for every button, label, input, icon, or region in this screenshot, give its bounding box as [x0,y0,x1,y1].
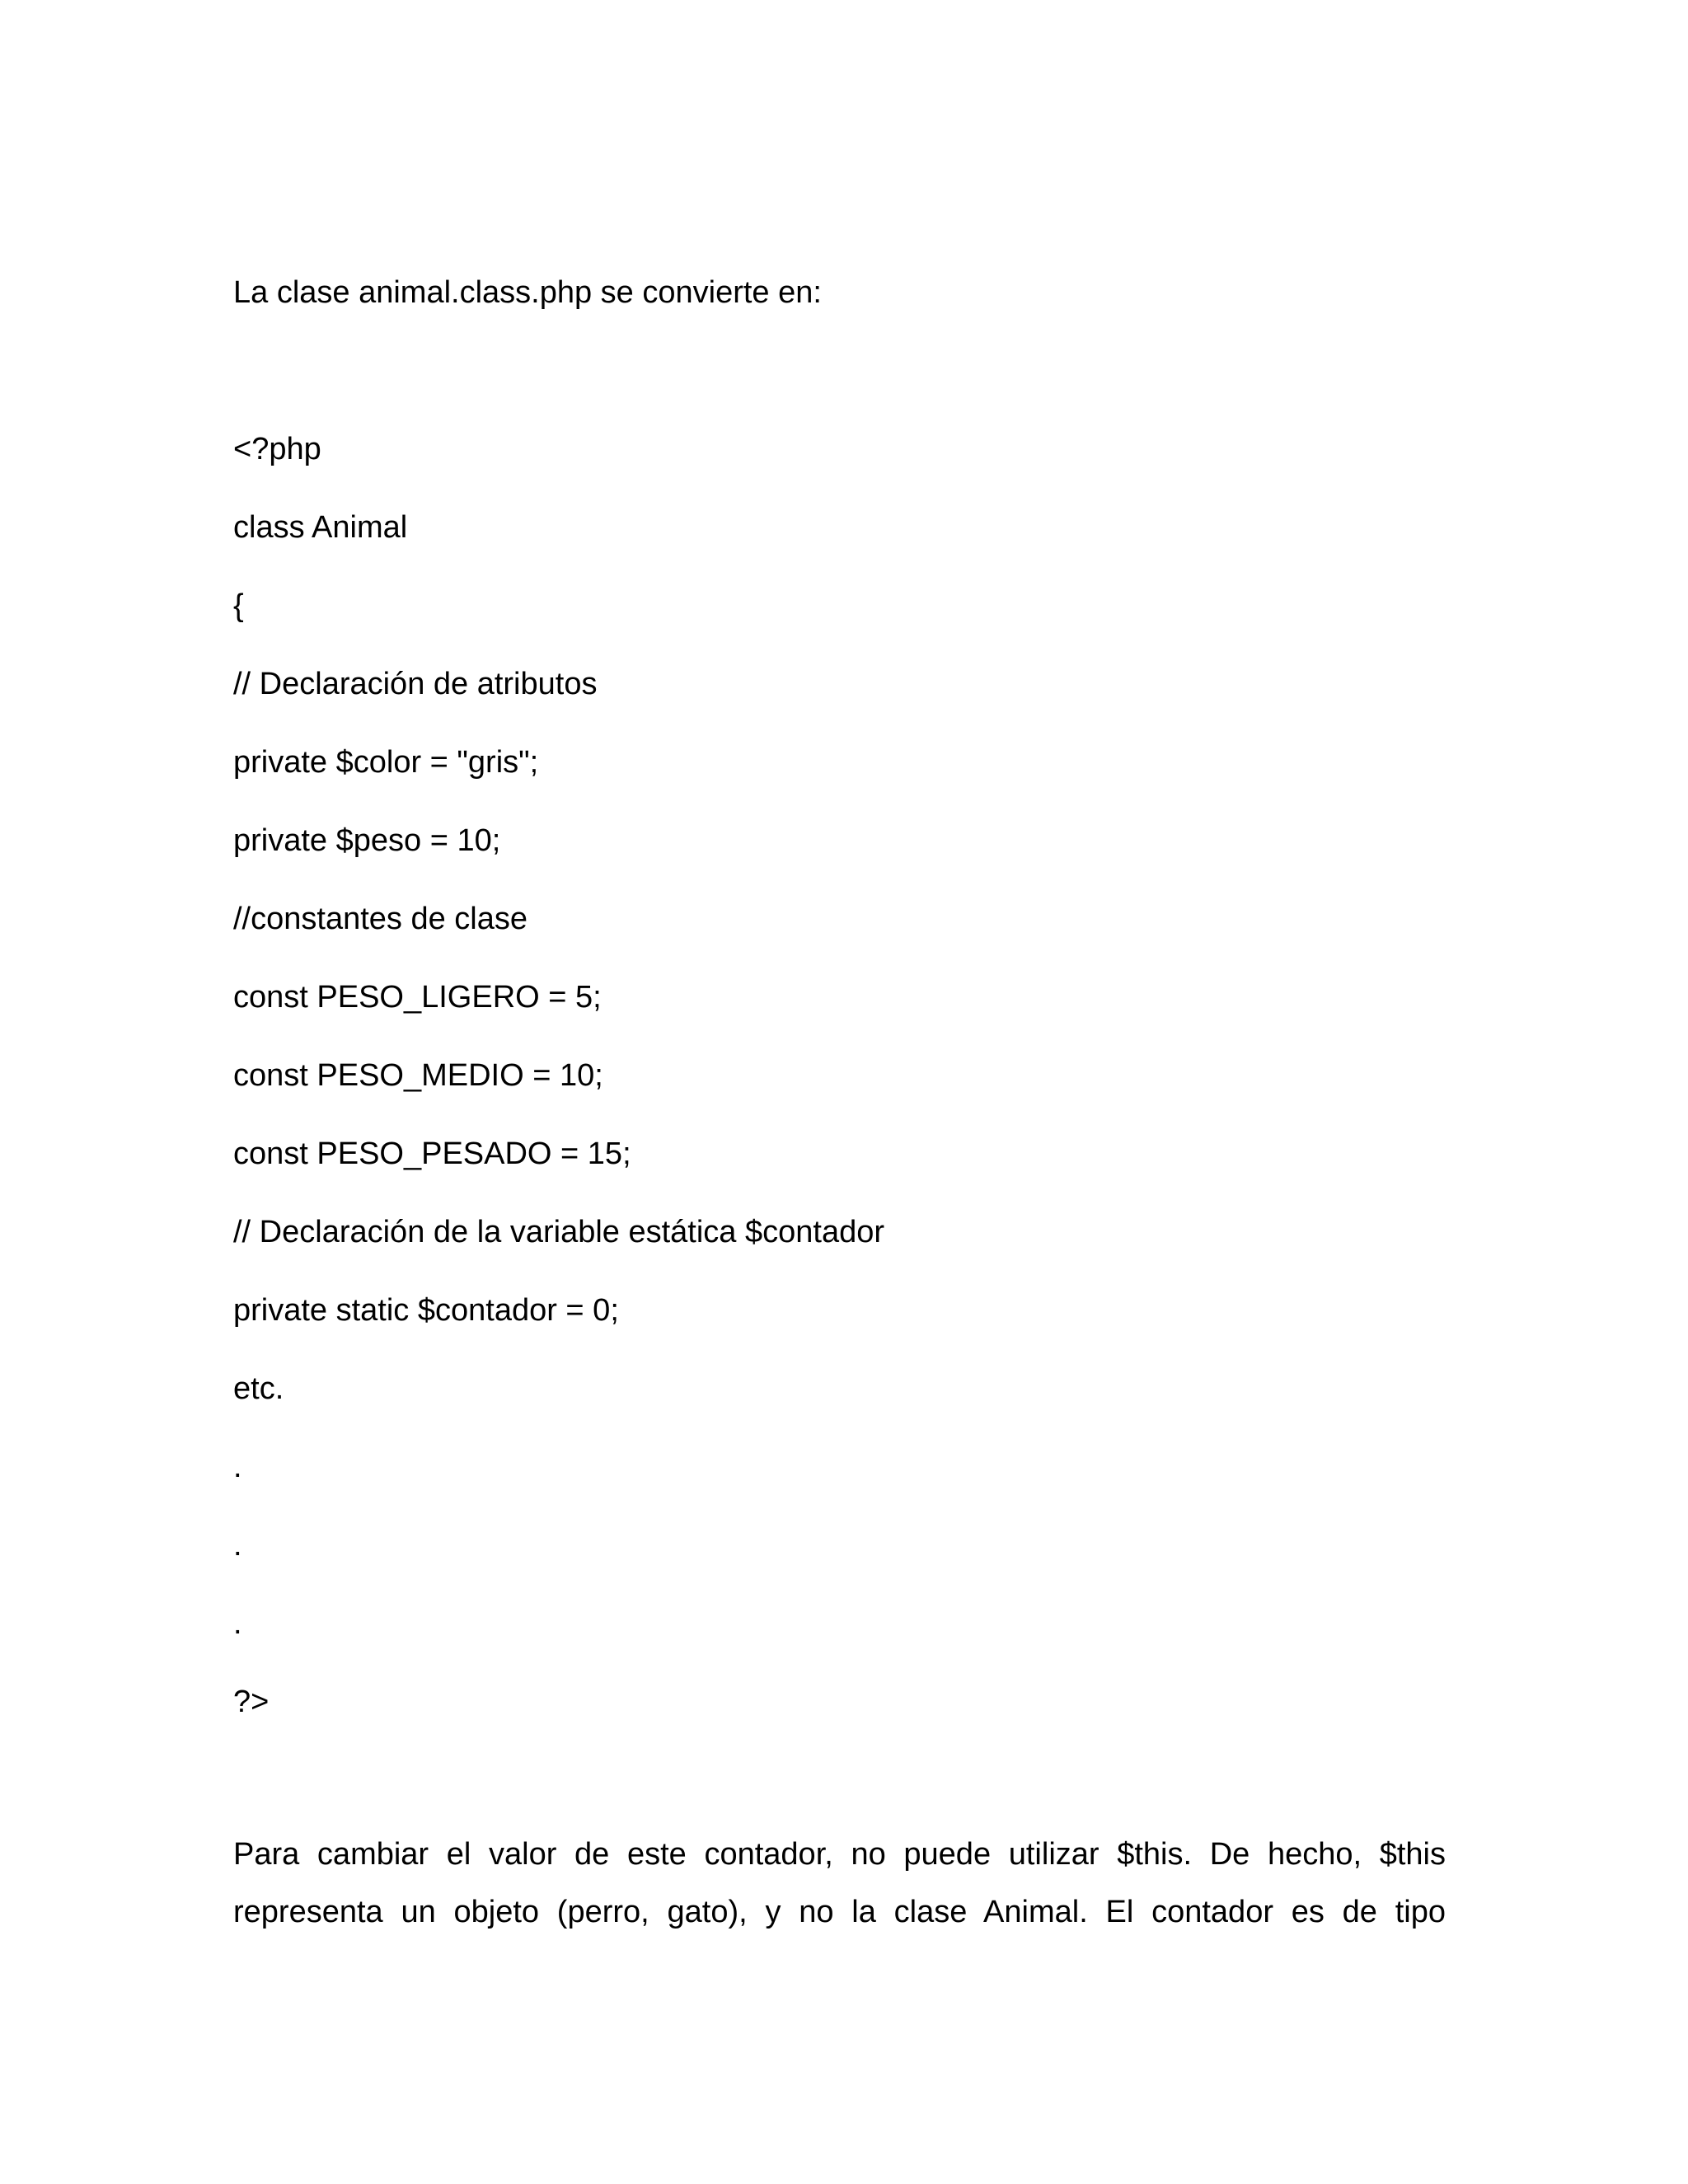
code-line: // Declaración de la variable estática $contador [233,1215,885,1249]
code-line: { [233,588,244,623]
code-line: const PESO_LIGERO = 5; [233,980,602,1015]
code-line: . [233,1450,242,1484]
paragraph-line: Para cambiar el valor de este contador, no puede utilizar $this. De hecho, $this [233,1837,1446,1872]
code-line: const PESO_PESADO = 15; [233,1137,631,1171]
code-line: class Animal [233,510,408,545]
code-line: //constantes de clase [233,902,528,936]
code-line: <?php [233,432,321,466]
intro-text: La clase animal.class.php se convierte en: [233,275,822,310]
code-line: . [233,1528,242,1563]
code-line: . [233,1606,242,1641]
code-line: // Declaración de atributos [233,667,598,701]
code-line: private static $contador = 0; [233,1293,619,1328]
code-line: private $color = "gris"; [233,745,539,780]
code-line: const PESO_MEDIO = 10; [233,1058,603,1093]
paragraph-line: representa un objeto (perro, gato), y no la clase Animal. El contador es de tipo [233,1895,1446,1929]
code-line: private $peso = 10; [233,823,501,858]
code-line: etc. [233,1371,284,1406]
code-line: ?> [233,1685,270,1719]
